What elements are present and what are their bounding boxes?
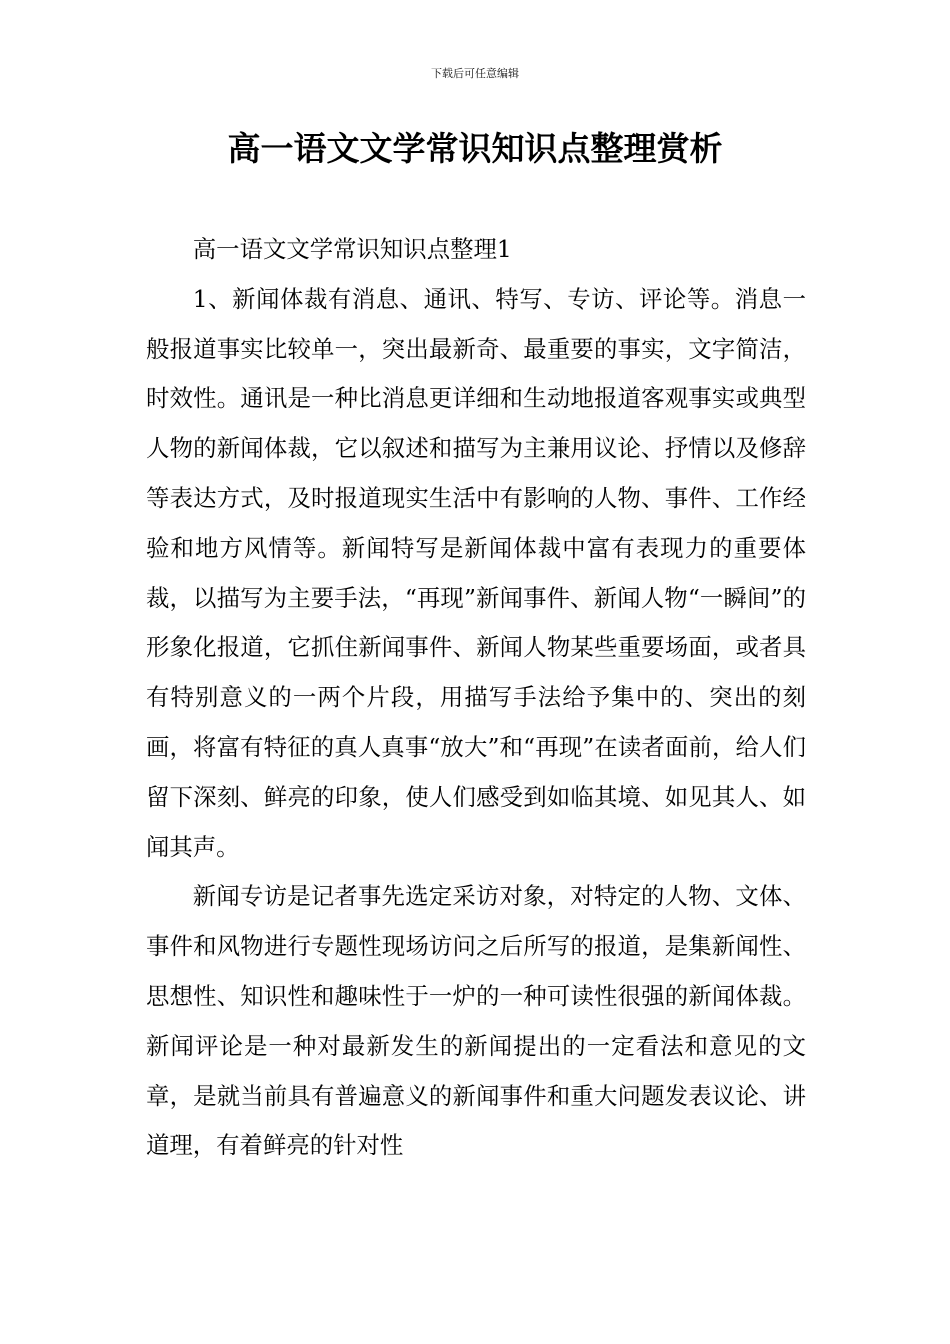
section-heading-paragraph: 高一语文文学常识知识点整理1 (192, 235, 512, 263)
header-note: 下载后可任意编辑 (431, 67, 519, 80)
body-paragraph: 新闻专访是记者事先选定采访对象，对特定的人物、文体、事件和风物进行专题性现场访问之后所写的报道，是集新闻性、思想性、知识性和趣味性于一炉的一种可读性很强的新闻体裁。新闻评论是一种对最新发生的新闻提出的一定看法和意见的文章，是就当前具有普遍意义的新闻事件和重大问题发表议论、讲道理，有着鲜亮的针对性 (146, 882, 806, 1160)
body-paragraph: 1、新闻体裁有消息、通讯、特写、专访、评论等。消息一般报道事实比较单一，突出最新奇、最重要的事实，文字简洁，时效性。通讯是一种比消息更详细和生动地报道客观事实或典型人物的新闻体裁，它以叙述和描写为主兼用议论、抒情以及修辞等表达方式，及时报道现实生活中有影响的人物、事件、工作经验和地方风情等。新闻特写是新闻体裁中富有表现力的重要体裁，以描写为主要手法，“再现”新闻事件、新闻人物“一瞬间”的形象化报道，它抓住新闻事件、新闻人物某些重要场面，或者具有特别意义的一两个片段，用描写手法给予集中的、突出的刻画，将富有特征的真人真事“放大”和“再现”在读者面前，给人们留下深刻、鲜亮的印象，使人们感受到如临其境、如见其人、如闻其声。 (146, 284, 806, 861)
document-title: 高一语文文学常识知识点整理赏析 (227, 129, 723, 168)
document-body (146, 225, 806, 1171)
